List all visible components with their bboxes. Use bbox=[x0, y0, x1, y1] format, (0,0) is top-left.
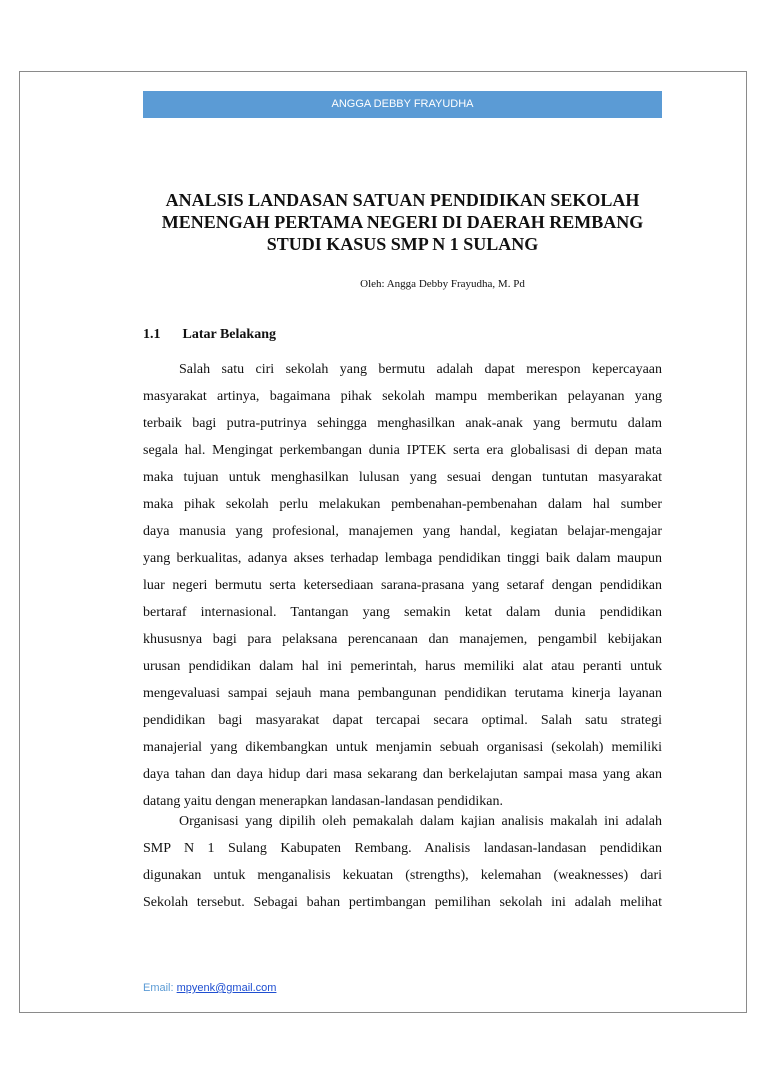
paragraph-line: manajerial yang dikembangkan untuk menjamin sebuah organisasi (sekolah) memiliki bbox=[143, 740, 662, 755]
section-title: Latar Belakang bbox=[182, 327, 276, 342]
paragraph-line: datang yaitu dengan menerapkan landasan-landasan pendidikan. bbox=[143, 794, 503, 809]
author-line: Oleh: Angga Debby Frayudha, M. Pd bbox=[360, 278, 525, 290]
page-footer bbox=[143, 981, 276, 995]
footer-email-label: Email: bbox=[143, 982, 174, 994]
paragraph-line: pendidikan bagi masyarakat dapat tercapai secara optimal. Salah satu strategi bbox=[143, 713, 662, 728]
paragraph-line: urusan pendidikan dalam hal ini pemerintah, harus memiliki alat atau peranti untuk bbox=[143, 659, 662, 674]
document-title bbox=[143, 189, 662, 255]
paragraph-line: luar negeri bermutu serta ketersediaan sarana-prasana yang setaraf dengan pendidikan bbox=[143, 578, 662, 593]
paragraph-line: mengevaluasi sampai sejauh mana pembangunan pendidikan terutama kinerja layanan bbox=[143, 686, 662, 701]
paragraph-line: maka tujuan untuk menghasilkan lulusan yang sesuai dengan tuntutan masyarakat bbox=[143, 470, 662, 485]
paragraph-line: Sekolah tersebut. Sebagai bahan pertimbangan pemilihan sekolah ini adalah melihat bbox=[143, 895, 662, 910]
paragraph-latar-belakang bbox=[143, 356, 662, 815]
paragraph-line: Salah satu ciri sekolah yang bermutu adalah dapat merespon kepercayaan bbox=[179, 362, 662, 377]
title-line: MENENGAH PERTAMA NEGERI DI DAERAH REMBANG bbox=[161, 212, 644, 232]
paragraph-line: Organisasi yang dipilih oleh pemakalah dalam kajian analisis makalah ini adalah bbox=[179, 814, 662, 829]
paragraph-line: SMP N 1 Sulang Kabupaten Rembang. Analisis landasan-landasan pendidikan bbox=[143, 841, 662, 856]
paragraph-line: bertaraf internasional. Tantangan yang semakin ketat dalam dunia pendidikan bbox=[143, 605, 662, 620]
paragraph-organisasi bbox=[143, 808, 662, 916]
section-number: 1.1 bbox=[143, 327, 161, 342]
paragraph-line: digunakan untuk menganalisis kekuatan (strengths), kelemahan (weaknesses) dari bbox=[143, 868, 662, 883]
section-heading bbox=[143, 326, 276, 344]
paragraph-line: terbaik bagi putra-putrinya sehingga menghasilkan anak-anak yang bermutu dalam bbox=[143, 416, 662, 431]
paragraph-line: masyarakat artinya, bagaimana pihak sekolah mampu memberikan pelayanan yang bbox=[143, 389, 662, 404]
footer-email-link[interactable]: mpyenk@gmail.com bbox=[176, 982, 277, 994]
title-line: STUDI KASUS SMP N 1 SULANG bbox=[266, 234, 539, 254]
paragraph-line: maka pihak sekolah perlu melakukan pembenahan-pembenahan dalam hal sumber bbox=[143, 497, 662, 512]
title-line: ANALSIS LANDASAN SATUAN PENDIDIKAN SEKOLAH bbox=[165, 190, 640, 210]
paragraph-line: segala hal. Mengingat perkembangan dunia IPTEK serta era globalisasi di depan mata bbox=[143, 443, 662, 458]
paragraph-line: daya tahan dan daya hidup dari masa sekarang dan berkelajutan sampai masa yang akan bbox=[143, 767, 662, 782]
paragraph-line: daya manusia yang profesional, manajemen yang handal, kegiatan belajar-mengajar bbox=[143, 524, 662, 539]
paragraph-line: yang berkualitas, adanya akses terhadap lembaga pendidikan tinggi baik dalam maupun bbox=[143, 551, 662, 566]
paragraph-line: khususnya bagi para pelaksana perencanaan dan manajemen, pengambil kebijakan bbox=[143, 632, 662, 647]
running-header: ANGGA DEBBY FRAYUDHA bbox=[143, 91, 662, 118]
